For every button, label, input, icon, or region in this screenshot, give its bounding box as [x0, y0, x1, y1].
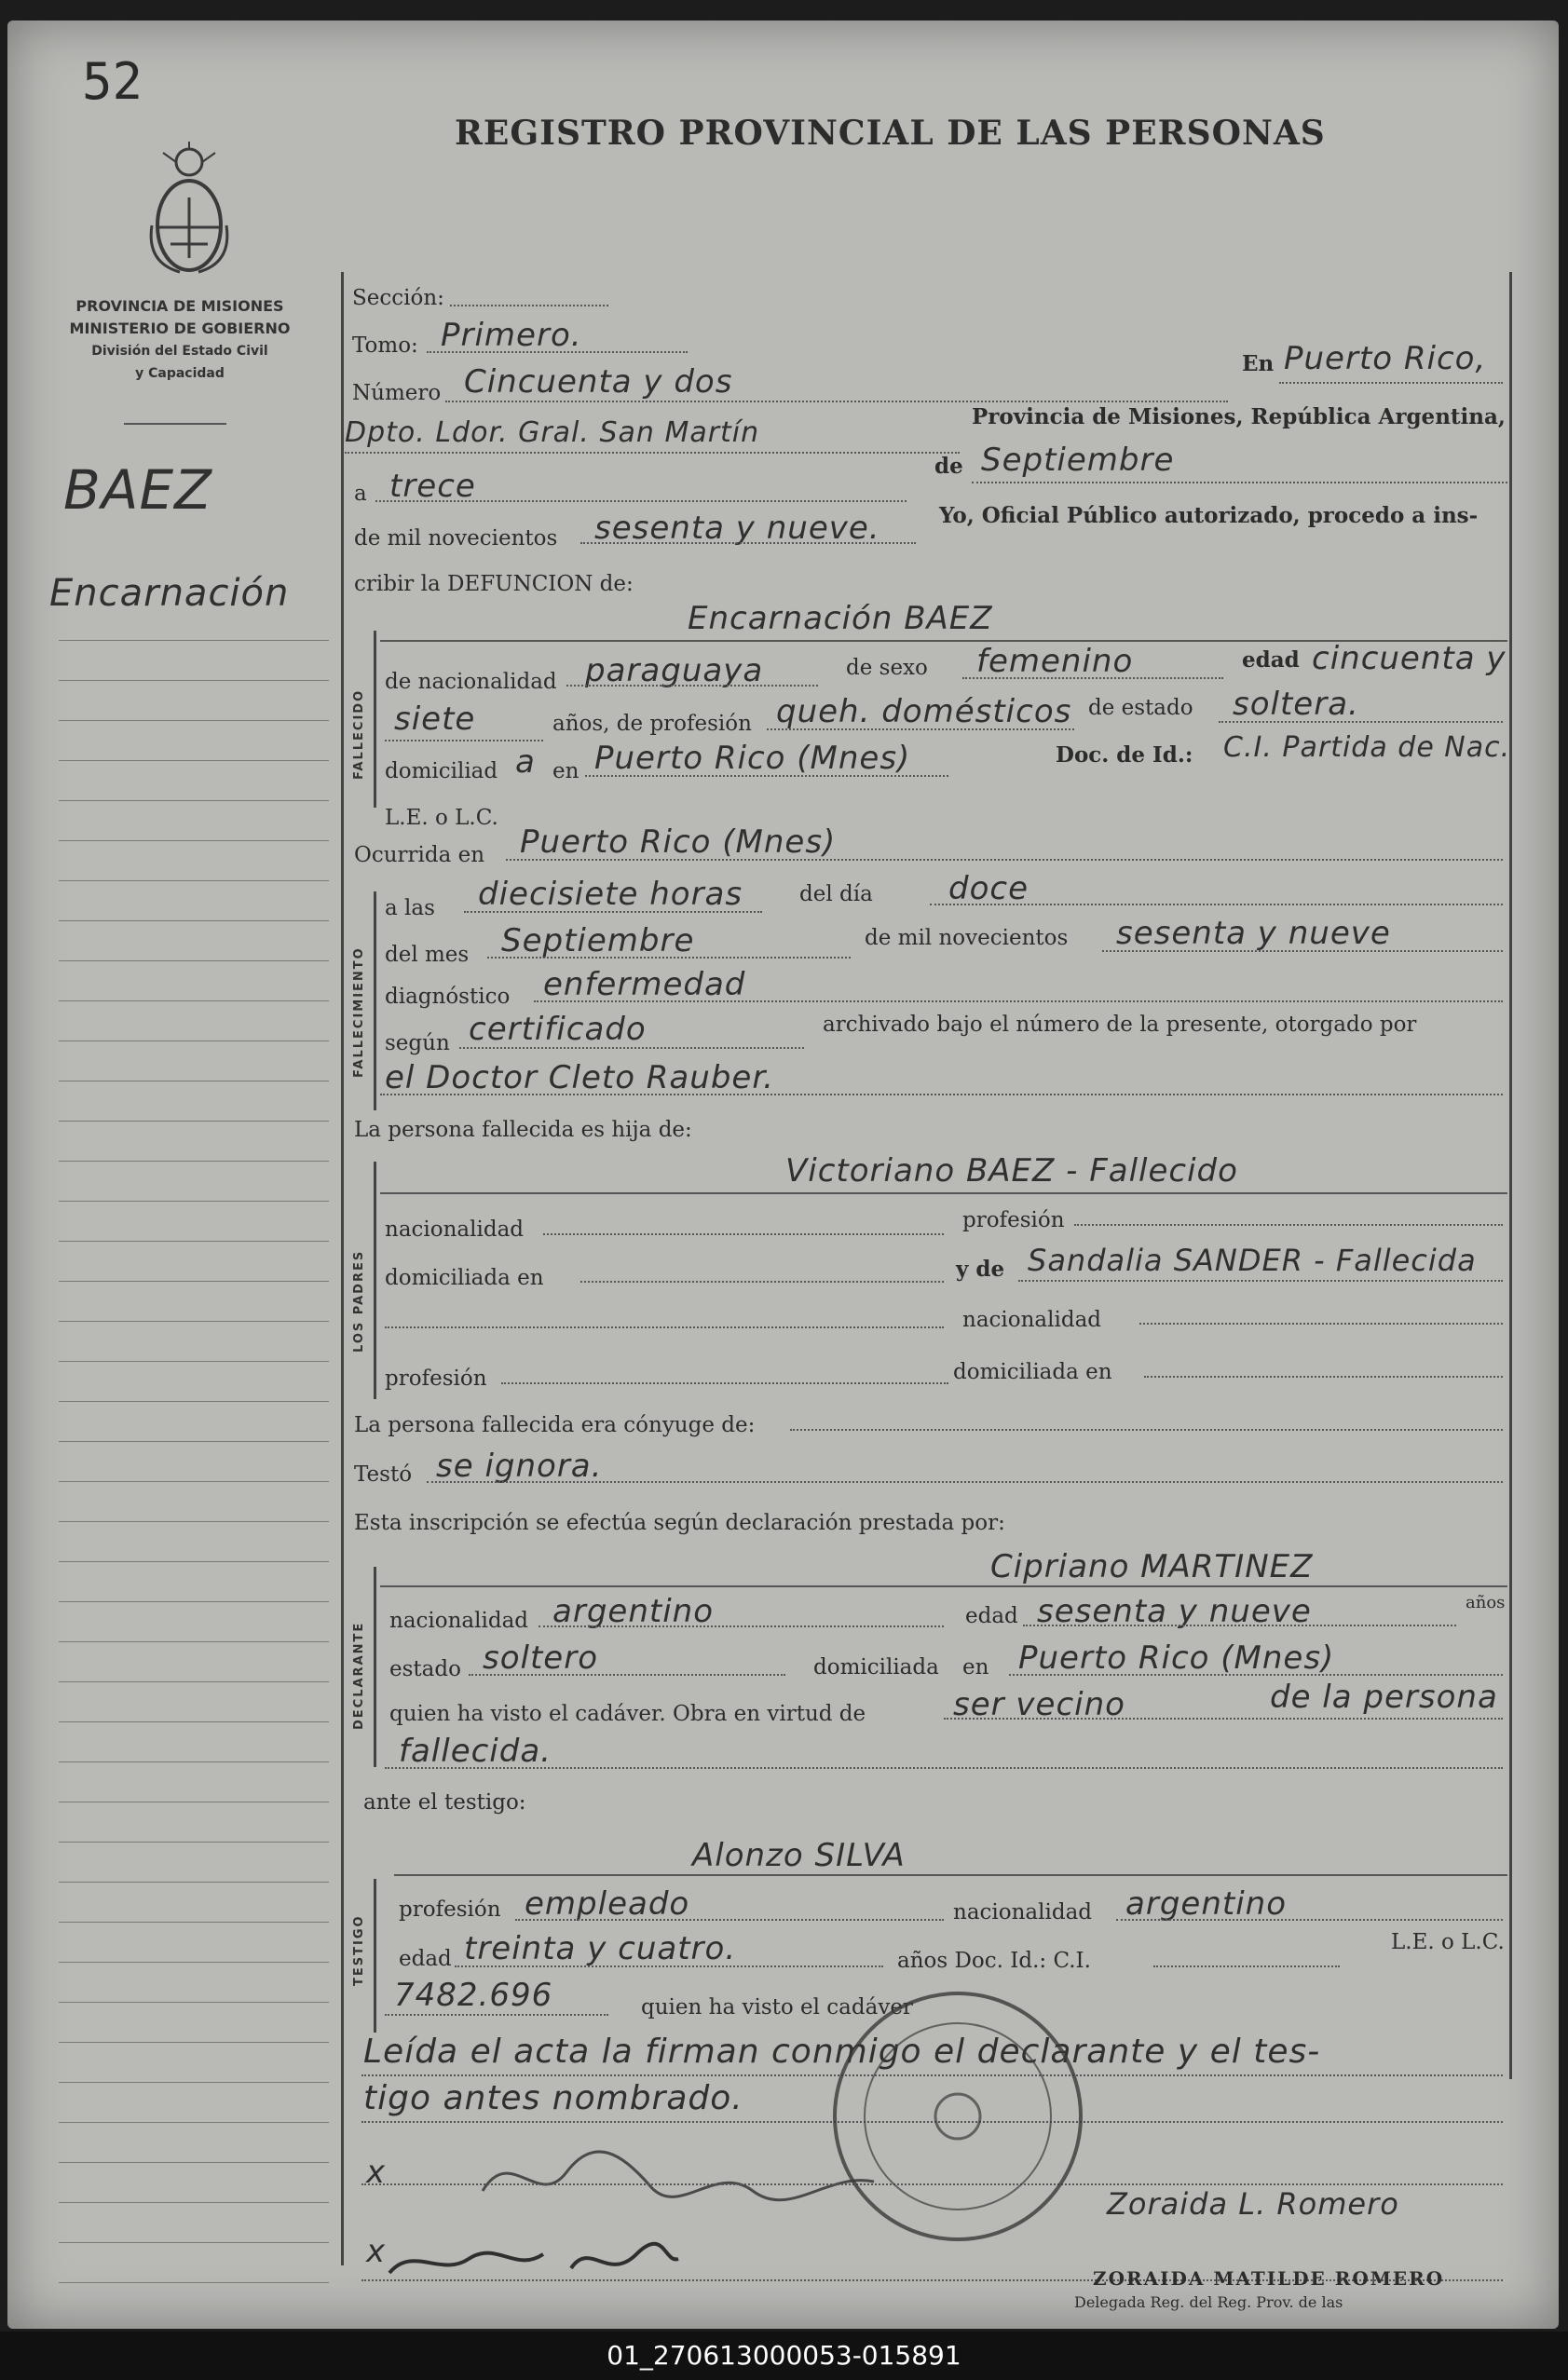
- value-domicilio: Puerto Rico (Mnes): [594, 740, 911, 777]
- value-certificado: certificado: [469, 1011, 647, 1048]
- stamp-role: Delegada Reg. del Reg. Prov. de las: [1074, 2293, 1343, 2311]
- label-de-sexo: de sexo: [846, 656, 928, 680]
- label-ante-testigo: ante el testigo:: [363, 1790, 526, 1815]
- signature-oficial: Zoraida L. Romero: [1107, 2186, 1399, 2222]
- label-profesion-madre: profesión: [385, 1367, 487, 1391]
- margin-rule-line: [59, 1361, 329, 1362]
- value-depto: Dpto. Ldor. Gral. San Martín: [345, 416, 760, 449]
- margin-rule-line: [59, 1601, 329, 1602]
- value-d-obra: ser vecino: [953, 1686, 1125, 1723]
- value-edad-2: siete: [394, 700, 476, 738]
- value-domicilio-suffix: a: [515, 743, 536, 781]
- label-yo-oficial: Yo, Oficial Público autorizado, procedo a ins-: [939, 503, 1479, 528]
- value-anio-f: sesenta y nueve: [1116, 915, 1391, 952]
- label-d-estado: estado: [389, 1657, 461, 1681]
- value-t-profesion: empleado: [525, 1885, 690, 1923]
- value-ocurrida: Puerto Rico (Mnes): [520, 823, 837, 861]
- side-label-fallecimiento: FALLECIMIENTO: [352, 946, 366, 1078]
- label-a: a: [354, 482, 367, 506]
- side-label-los-padres: LOS PADRES: [352, 1249, 366, 1353]
- margin-rule-line: [59, 1842, 329, 1843]
- value-sexo: femenino: [976, 643, 1134, 680]
- margin-rule-line: [59, 1000, 329, 1001]
- label-nacionalidad-madre: nacionalidad: [962, 1308, 1102, 1332]
- header-province: PROVINCIA DE MISIONES: [75, 297, 284, 315]
- label-anos-profesion: años, de profesión: [552, 712, 752, 736]
- value-diagnostico: enfermedad: [543, 966, 746, 1003]
- label-en-domicilio: en: [552, 759, 579, 783]
- label-seccion: Sección:: [352, 286, 444, 310]
- margin-rule-line: [59, 880, 329, 881]
- label-doc-id: Doc. de Id.:: [1056, 742, 1193, 768]
- value-d-domicilio: Puerto Rico (Mnes): [1018, 1639, 1335, 1677]
- label-t-nacionalidad: nacionalidad: [953, 1900, 1093, 1924]
- label-d-en: en: [962, 1655, 989, 1680]
- value-anio: sesenta y nueve.: [594, 510, 880, 547]
- margin-given-name: Encarnación: [49, 572, 290, 615]
- margin-rule-line: [59, 1641, 329, 1642]
- label-t-edad: edad: [399, 1947, 452, 1971]
- margin-rule-line: [59, 1761, 329, 1762]
- side-label-fallecido: FALLECIDO: [352, 688, 366, 780]
- margin-rule-line: [59, 2122, 329, 2123]
- value-testigo: Alonzo SILVA: [692, 1837, 906, 1874]
- label-d-edad: edad: [965, 1604, 1018, 1628]
- value-mes-f: Septiembre: [501, 922, 695, 959]
- document-title: REGISTRO PROVINCIAL DE LAS PERSONAS: [455, 114, 1326, 153]
- value-cierre-2: tigo antes nombrado.: [363, 2079, 743, 2117]
- signature-mark-2: x: [366, 2233, 387, 2270]
- value-madre: Sandalia SANDER - Fallecida: [1028, 1243, 1477, 1278]
- margin-rule-line: [59, 920, 329, 921]
- value-dia: trece: [389, 468, 476, 505]
- margin-rule-line: [59, 2002, 329, 2003]
- margin-surname: BAEZ: [63, 458, 212, 522]
- label-edad: edad: [1242, 647, 1300, 673]
- margin-rule-line: [59, 1281, 329, 1282]
- label-de: de: [934, 454, 963, 479]
- margin-rule-line: [59, 1561, 329, 1562]
- label-ocurrida-en: Ocurrida en: [354, 843, 485, 867]
- header-ministry: MINISTERIO DE GOBIERNO: [69, 320, 291, 337]
- value-testo: se ignora.: [436, 1448, 603, 1485]
- value-numero: Cincuenta y dos: [464, 363, 733, 401]
- label-de-estado: de estado: [1088, 696, 1193, 720]
- label-de-nacionalidad: de nacionalidad: [385, 670, 557, 694]
- label-de-mil-2: de mil novecientos: [865, 926, 1069, 950]
- margin-rule-line: [59, 1721, 329, 1722]
- margin-rule-line: [59, 1481, 329, 1482]
- margin-rule-line: [59, 1922, 329, 1923]
- margin-rule-line: [59, 1521, 329, 1522]
- label-diagnostico: diagnóstico: [385, 985, 511, 1009]
- signature-mark-1: x: [366, 2154, 387, 2191]
- value-doc: C.I. Partida de Nac.: [1223, 731, 1511, 764]
- value-d-obra-3: fallecida.: [399, 1733, 552, 1770]
- header-capacity: y Capacidad: [135, 366, 225, 381]
- label-archivado: archivado bajo el número de la presente, otorgado por: [823, 1013, 1417, 1037]
- header-division: División del Estado Civil: [91, 344, 268, 359]
- margin-rule-line: [59, 1161, 329, 1162]
- label-conyuge: La persona fallecida era cónyuge de:: [354, 1413, 756, 1437]
- label-de-mil: de mil novecientos: [354, 526, 558, 551]
- label-le-lc: L.E. o L.C.: [385, 806, 498, 830]
- value-hora: diecisiete horas: [478, 876, 743, 913]
- label-hija-de: La persona fallecida es hija de:: [354, 1118, 692, 1142]
- value-d-nacionalidad: argentino: [552, 1593, 714, 1630]
- label-d-domiciliada: domiciliada: [813, 1655, 939, 1680]
- value-t-edad: treinta y cuatro.: [464, 1930, 737, 1967]
- value-t-doc: 7482.696: [394, 1977, 553, 2014]
- label-tomo: Tomo:: [352, 333, 418, 358]
- margin-rule-line: [59, 640, 329, 641]
- label-domiciliad: domiciliad: [385, 759, 498, 783]
- margin-rule-line: [59, 1241, 329, 1242]
- margin-rule-line: [59, 720, 329, 721]
- label-profesion-padre: profesión: [962, 1208, 1065, 1232]
- label-domiciliada-en-madre: domiciliada en: [953, 1360, 1112, 1384]
- label-t-quien: quien ha visto el cadáver: [641, 1995, 913, 2020]
- label-d-nacionalidad: nacionalidad: [389, 1609, 529, 1633]
- value-en-lugar: Puerto Rico,: [1284, 340, 1487, 377]
- value-profesion: queh. domésticos: [776, 693, 1072, 730]
- label-domiciliada-en-padre: domiciliada en: [385, 1266, 544, 1290]
- coat-of-arms-icon: [143, 142, 236, 281]
- margin-rule-line: [59, 2082, 329, 2083]
- label-inscribir: cribir la DEFUNCION de:: [354, 572, 634, 596]
- label-en: En: [1242, 351, 1275, 376]
- margin-rule-line: [59, 960, 329, 961]
- label-d-anos: años: [1466, 1593, 1506, 1612]
- margin-rule-line: [59, 1121, 329, 1122]
- margin-rule-line: [59, 2162, 329, 2163]
- value-d-obra-2: de la persona: [1270, 1679, 1498, 1716]
- side-label-testigo: TESTIGO: [352, 1914, 366, 1986]
- label-t-le: L.E. o L.C.: [1391, 1930, 1505, 1954]
- label-del-dia: del día: [799, 882, 873, 906]
- label-del-mes: del mes: [385, 943, 470, 967]
- margin-rule-line: [59, 1040, 329, 1041]
- value-t-nacionalidad: argentino: [1125, 1885, 1287, 1923]
- label-t-profesion: profesión: [399, 1897, 501, 1922]
- margin-rule-line: [59, 1882, 329, 1883]
- margin-rule-line: [59, 2282, 329, 2283]
- value-estado: soltera.: [1233, 686, 1359, 723]
- value-nacionalidad: paraguaya: [585, 652, 764, 689]
- value-tomo: Primero.: [441, 317, 582, 354]
- margin-rule-line: [59, 680, 329, 681]
- value-declarante: Cipriano MARTINEZ: [990, 1548, 1314, 1585]
- stamp-name: ZORAIDA MATILDE ROMERO: [1093, 2267, 1445, 2290]
- value-doctor: el Doctor Cleto Rauber.: [385, 1059, 774, 1096]
- document-page: [7, 20, 1559, 2329]
- label-testo: Testó: [354, 1462, 413, 1487]
- margin-rule-line: [59, 1681, 329, 1682]
- side-label-declarante: DECLARANTE: [352, 1621, 366, 1730]
- margin-rule-line: [59, 1321, 329, 1322]
- label-numero: Número: [352, 381, 442, 405]
- value-mes: Septiembre: [981, 442, 1175, 479]
- label-a-las: a las: [385, 896, 435, 920]
- margin-rule-line: [59, 760, 329, 761]
- margin-rule-line: [59, 2042, 329, 2043]
- margin-rule-line: [59, 1962, 329, 1963]
- margin-rule-line: [59, 2242, 329, 2243]
- label-provincia: Provincia de Misiones, República Argentina,: [972, 404, 1506, 429]
- label-t-anos-doc: años Doc. Id.: C.I.: [897, 1949, 1091, 1973]
- value-d-estado: soltero: [483, 1639, 598, 1677]
- margin-rule-line: [59, 2202, 329, 2203]
- margin-rule-line: [59, 1201, 329, 1202]
- value-d-edad: sesenta y nueve: [1037, 1593, 1312, 1630]
- label-nacionalidad-padre: nacionalidad: [385, 1217, 525, 1242]
- label-segun: según: [385, 1031, 450, 1055]
- label-quien-visto: quien ha visto el cadáver. Obra en virtud de: [389, 1702, 866, 1726]
- value-cierre-1: Leída el acta la firman conmigo el declarante y el tes-: [363, 2033, 1321, 2071]
- margin-rule-line: [59, 1401, 329, 1402]
- label-declaracion: Esta inscripción se efectúa según declaración prestada por:: [354, 1511, 1005, 1535]
- value-edad: cincuenta y: [1312, 640, 1507, 677]
- image-identifier-bar: 01_270613000053-015891: [0, 2332, 1568, 2380]
- margin-rule-line: [59, 800, 329, 801]
- official-seal-icon: [818, 1977, 1098, 2256]
- margin-rule-line: [59, 1441, 329, 1442]
- value-nombre: Encarnación BAEZ: [688, 600, 993, 637]
- label-y-de: y de: [956, 1257, 1005, 1282]
- margin-rule-line: [59, 840, 329, 841]
- page-number: 52: [82, 52, 143, 111]
- value-padre: Victoriano BAEZ - Fallecido: [785, 1152, 1238, 1190]
- value-dia-f: doce: [948, 870, 1029, 907]
